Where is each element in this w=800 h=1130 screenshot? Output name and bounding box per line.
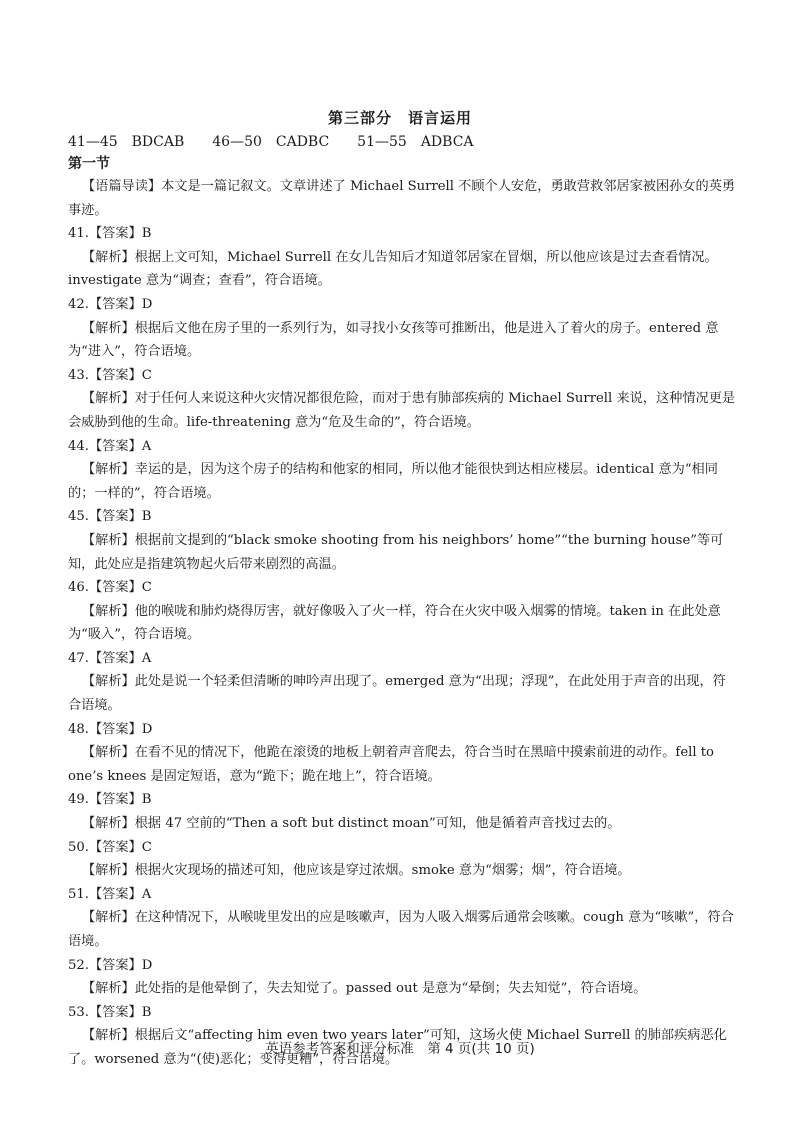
question-answer: 46.【答案】C [68, 580, 152, 596]
question-answer: 42.【答案】D [68, 296, 153, 312]
question-list [68, 222, 738, 1071]
question-answer: 44.【答案】A [68, 438, 152, 454]
question-analysis: 【解析】根据 47 空前的“Then a soft but distinct moan”可知，他是循着声音找过去的。 [82, 816, 621, 832]
question-answer: 43.【答案】C [68, 367, 152, 383]
question-analysis: 【解析】根据火灾现场的描述可知，他应该是穿过浓烟。smoke 意为“烟雾；烟”，符合语境。 [82, 863, 631, 879]
question-analysis: 【解析】幸运的是，因为这个房子的结构和他家的相同，所以他才能很快到达相应楼层。identical 意为“相同的；一样的”，符合语境。 [68, 462, 718, 501]
passage-guide: 【语篇导读】本文是一篇记叙文。文章讲述了 Michael Surrell 不顾个人安危，勇敢营救邻居家被困孙女的英勇事迹。 [68, 179, 736, 218]
question-answer: 50.【答案】C [68, 839, 152, 855]
question-analysis: 【解析】根据后文他在房子里的一系列行为，如寻找小女孩等可推断出，他是进入了着火的房子。entered 意为“进入”，符合语境。 [68, 320, 719, 360]
question-answer: 45.【答案】B [68, 509, 152, 525]
answers-summary: 41—45 BDCAB 46—50 CADBC 51—55 ADBCA [68, 134, 474, 150]
question-analysis: 【解析】他的喉咙和肺灼烧得厉害，就好像吸入了火一样，符合在火灾中吸入烟雾的情境。taken in 在此处意为“吸入”，符合语境。 [68, 603, 721, 643]
question-answer: 48.【答案】D [68, 721, 153, 737]
question-answer: 52.【答案】D [68, 957, 153, 973]
question-analysis: 【解析】此处是说一个轻柔但清晰的呻吟声出现了。emerged 意为“出现；浮现”，在此处用于声音的出现，符合语境。 [68, 674, 726, 714]
question-answer: 41.【答案】B [68, 226, 152, 242]
question-answer: 49.【答案】B [68, 792, 152, 808]
question-analysis: 【解析】在看不见的情况下，他跪在滚烫的地板上朝着声音爬去，符合当时在黑暗中摸索前进的动作。fell to one’s knees 是固定短语，意为“跪下；跪在地上”，符合语境。 [68, 745, 714, 784]
question-analysis: 【解析】此处指的是他晕倒了，失去知觉了。passed out 是意为“晕倒；失去知觉”，符合语境。 [82, 981, 647, 997]
answers-content [68, 175, 738, 1072]
question-analysis: 【解析】在这种情况下，从喉咙里发出的应是咳嗽声，因为人吸入烟雾后通常会咳嗽。cough 意为“咳嗽”，符合语境。 [68, 910, 734, 949]
question-analysis: 【解析】对于任何人来说这种火灾情况都很危险，而对于患有肺部疾病的 Michael Surrell 来说，这种情况更是会威胁到他的生命。life-threatening 意为“危及生命的”，符合语境。 [68, 391, 736, 430]
question-answer: 53.【答案】B [68, 1004, 152, 1020]
section-one-heading: 第一节 [68, 156, 110, 172]
question-answer: 47.【答案】A [68, 650, 152, 666]
section-title: 第三部分 语言运用 [327, 109, 472, 127]
page-footer: 英语参考答案和评分标准 第 4 页(共 10 页) [265, 1041, 535, 1057]
question-analysis: 【解析】根据前文提到的“black smoke shooting from his neighbors’ home”“the burning house”等可知，此处应是指建筑物起火后带来剧烈的高温。 [68, 532, 724, 572]
question-analysis: 【解析】根据上文可知，Michael Surrell 在女儿告知后才知道邻居家在冒烟，所以他应该是过去查看情况。investigate 意为“调查；查看”，符合语境。 [68, 249, 718, 289]
question-answer: 51.【答案】A [68, 886, 152, 902]
question-analysis: 【解析】根据后文“affecting him even two years later”可知，这场火使 Michael Surrell 的肺部疾病恶化了。worsened 意为“(使)恶化；变得更糟”，符合语境。 [68, 1028, 727, 1067]
